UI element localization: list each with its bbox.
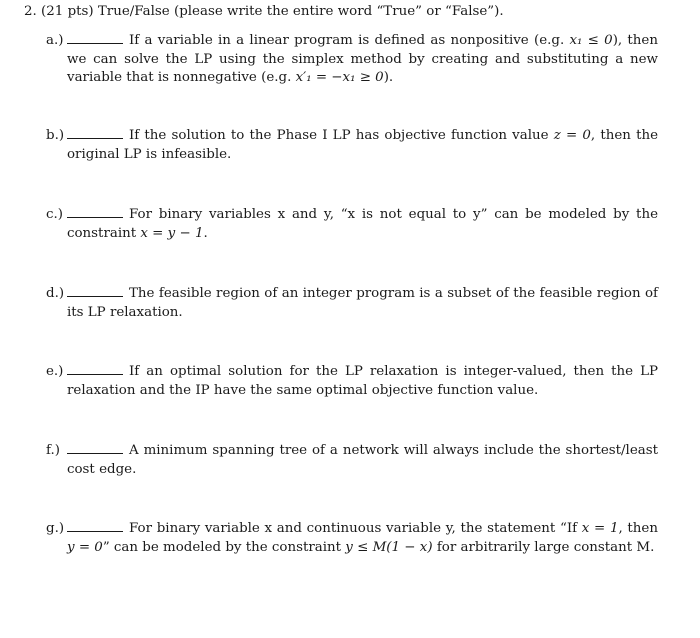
item-label: b.) — [46, 128, 65, 143]
question-number: 2. — [24, 4, 37, 19]
answer-blank[interactable] — [67, 442, 123, 454]
item-text: A minimum spanning tree of a network will always include the shortest/least cost edge. — [67, 443, 658, 477]
item-label: c.) — [46, 207, 63, 222]
item-text: For binary variable x and continuous variable y, the statement “If x = 1, then y = 0” can be modeled by the constraint y ≤ M(1 − x) for arbitrarily large constant M. — [67, 521, 658, 555]
answer-blank[interactable] — [67, 520, 123, 532]
math-expression: y ≤ M(1 − x) — [345, 539, 433, 555]
question-item-b — [46, 127, 658, 164]
item-text: If an optimal solution for the LP relaxation is integer-valued, then the LP relaxation and the IP have the same optimal objective function value. — [67, 364, 658, 398]
math-expression: x₁ ≤ 0 — [569, 33, 613, 48]
item-text: For binary variables x and y, “x is not equal to y” can be modeled by the constraint x = y − 1. — [67, 207, 658, 241]
math-expression: x = y − 1 — [140, 225, 204, 241]
answer-blank[interactable] — [67, 206, 123, 218]
math-expression: x′₁ = −x₁ ≥ 0 — [295, 70, 384, 85]
answer-blank[interactable] — [67, 285, 123, 297]
question-item-g — [46, 520, 658, 557]
answer-blank[interactable] — [67, 127, 123, 139]
item-text: If the solution to the Phase I LP has objective function value z = 0, then the original LP is infeasible. — [67, 128, 658, 162]
item-label: f.) — [46, 443, 60, 458]
math-expression: y = 0 — [67, 539, 103, 555]
item-label: a.) — [46, 33, 64, 48]
item-label: e.) — [46, 364, 64, 379]
math-expression: x = 1 — [581, 521, 619, 536]
answer-blank[interactable] — [67, 32, 123, 44]
item-label: d.) — [46, 286, 65, 301]
item-label: g.) — [46, 521, 65, 536]
question-title: (21 pts) True/False (please write the entire word “True” or “False”). — [41, 4, 504, 19]
math-expression: z = 0 — [553, 128, 591, 143]
question-item-a — [46, 32, 658, 88]
item-text: The feasible region of an integer program is a subset of the feasible region of its LP relaxation. — [67, 286, 658, 320]
question-item-e — [46, 363, 658, 400]
question-header — [24, 3, 504, 22]
question-item-c — [46, 206, 658, 243]
question-item-d — [46, 285, 658, 322]
item-text: If a variable in a linear program is defined as nonpositive (e.g. x₁ ≤ 0), then we can solve the LP using the simplex method by creating and substituting a new variable that is nonnegative (e.g. x′₁ = −x₁ ≥ 0). — [67, 33, 658, 85]
answer-blank[interactable] — [67, 363, 123, 375]
question-item-f — [46, 442, 658, 479]
